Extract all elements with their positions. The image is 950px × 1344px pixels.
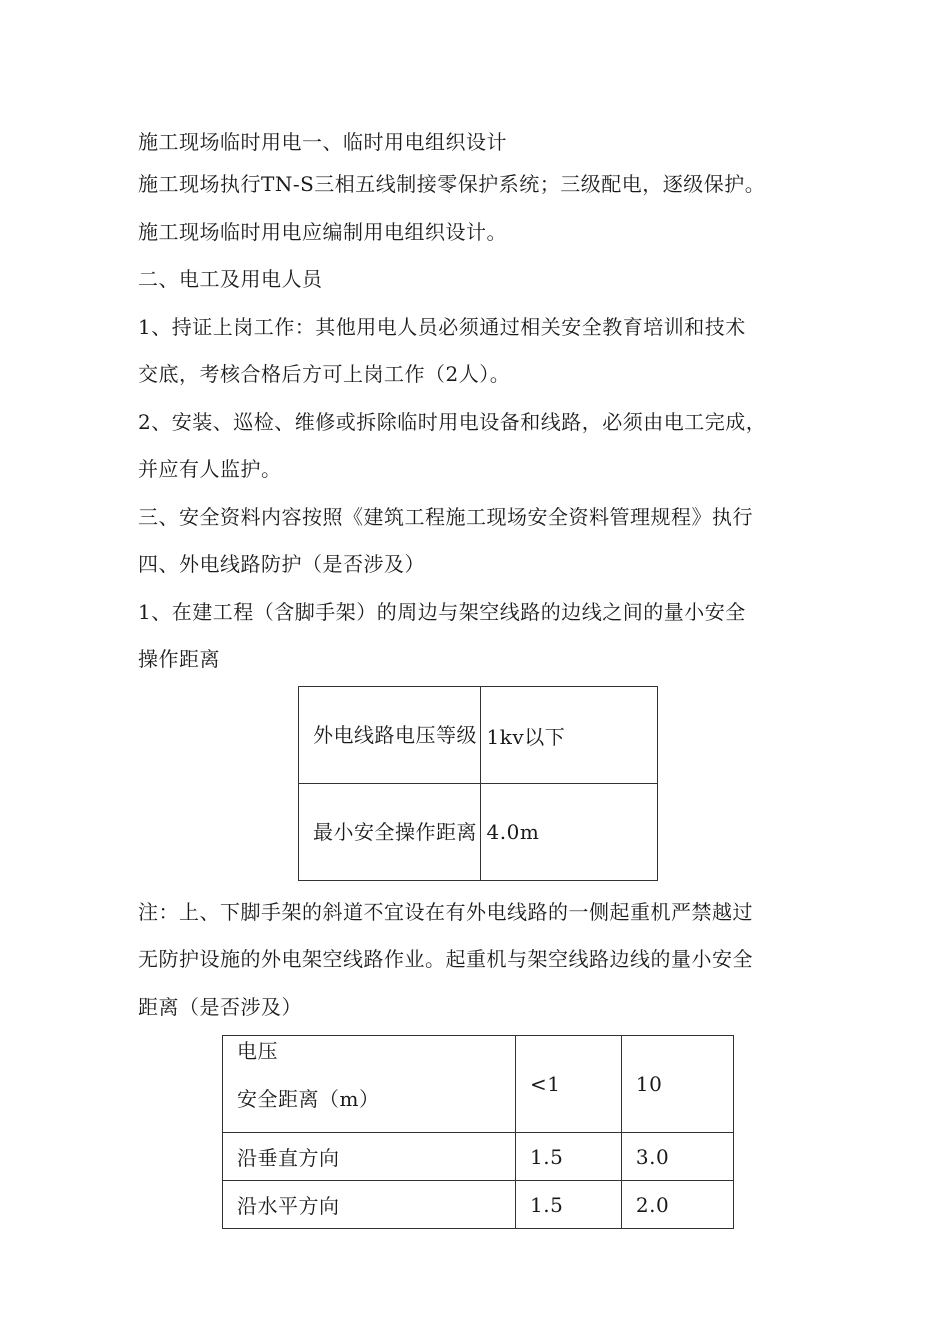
table-header-label-cell: [223, 1036, 516, 1133]
table-cell-value: 3.0: [621, 1133, 733, 1181]
table-row: [223, 1181, 734, 1229]
table-cell-label: 沿垂直方向: [223, 1133, 516, 1181]
paragraph-item-2-line-1: 2、安装、巡检、维修或拆除临时用电设备和线路，必须由电工完成，: [138, 410, 767, 434]
table-cell-value: 1.5: [516, 1133, 622, 1181]
header-distance-label: 安全距离（m）: [237, 1087, 380, 1111]
table-cell-value: 4.0m: [480, 784, 657, 881]
heading-safety-documents: 三、安全资料内容按照《建筑工程施工现场安全资料管理规程》执行: [138, 505, 753, 529]
table-row: [299, 687, 658, 784]
table-cell-label: 沿水平方向: [223, 1181, 516, 1229]
table-cell-value: 1kv以下: [480, 687, 657, 784]
paragraph-item-1-line-2: 交底，考核合格后方可上岗工作（2人）。: [138, 362, 511, 386]
table-cell-value: 2.0: [621, 1181, 733, 1229]
note-line-1: 注：上、下脚手架的斜道不宜设在有外电线路的一侧起重机严禁越过: [138, 900, 753, 924]
table-header-row: [223, 1036, 734, 1133]
note-line-2: 无防护设施的外电架空线路作业。起重机与架空线路边线的量小安全: [138, 947, 753, 971]
heading-external-line-protection: 四、外电线路防护（是否涉及）: [138, 552, 425, 576]
table-header-col-1: <1: [516, 1036, 622, 1133]
paragraph-distance-line-2: 操作距离: [138, 647, 220, 671]
paragraph-item-1-line-1: 1、持证上岗工作：其他用电人员必须通过相关安全教育培训和技术: [138, 315, 746, 339]
paragraph-tns-system: 施工现场执行TN-S三相五线制接零保护系统；三级配电，逐级保护。: [138, 172, 766, 196]
crane-distance-table: [222, 1035, 734, 1229]
table-cell-value: 1.5: [516, 1181, 622, 1229]
note-line-3: 距离（是否涉及）: [138, 995, 302, 1019]
paragraph-design-requirement: 施工现场临时用电应编制用电组织设计。: [138, 220, 507, 244]
table-cell-label: 最小安全操作距离: [299, 784, 481, 881]
paragraph-item-2-line-2: 并应有人监护。: [138, 457, 282, 481]
min-distance-table: [298, 686, 658, 881]
table-row: [299, 784, 658, 881]
heading-temporary-power: 施工现场临时用电一、临时用电组织设计: [138, 130, 507, 154]
table-cell-label: 外电线路电压等级: [299, 687, 481, 784]
paragraph-distance-line-1: 1、在建工程（含脚手架）的周边与架空线路的边线之间的量小安全: [138, 600, 746, 624]
heading-electricians: 二、电工及用电人员: [138, 267, 323, 291]
table-header-col-2: 10: [621, 1036, 733, 1133]
header-voltage-label: 电压: [237, 1039, 278, 1063]
table-row: [223, 1133, 734, 1181]
